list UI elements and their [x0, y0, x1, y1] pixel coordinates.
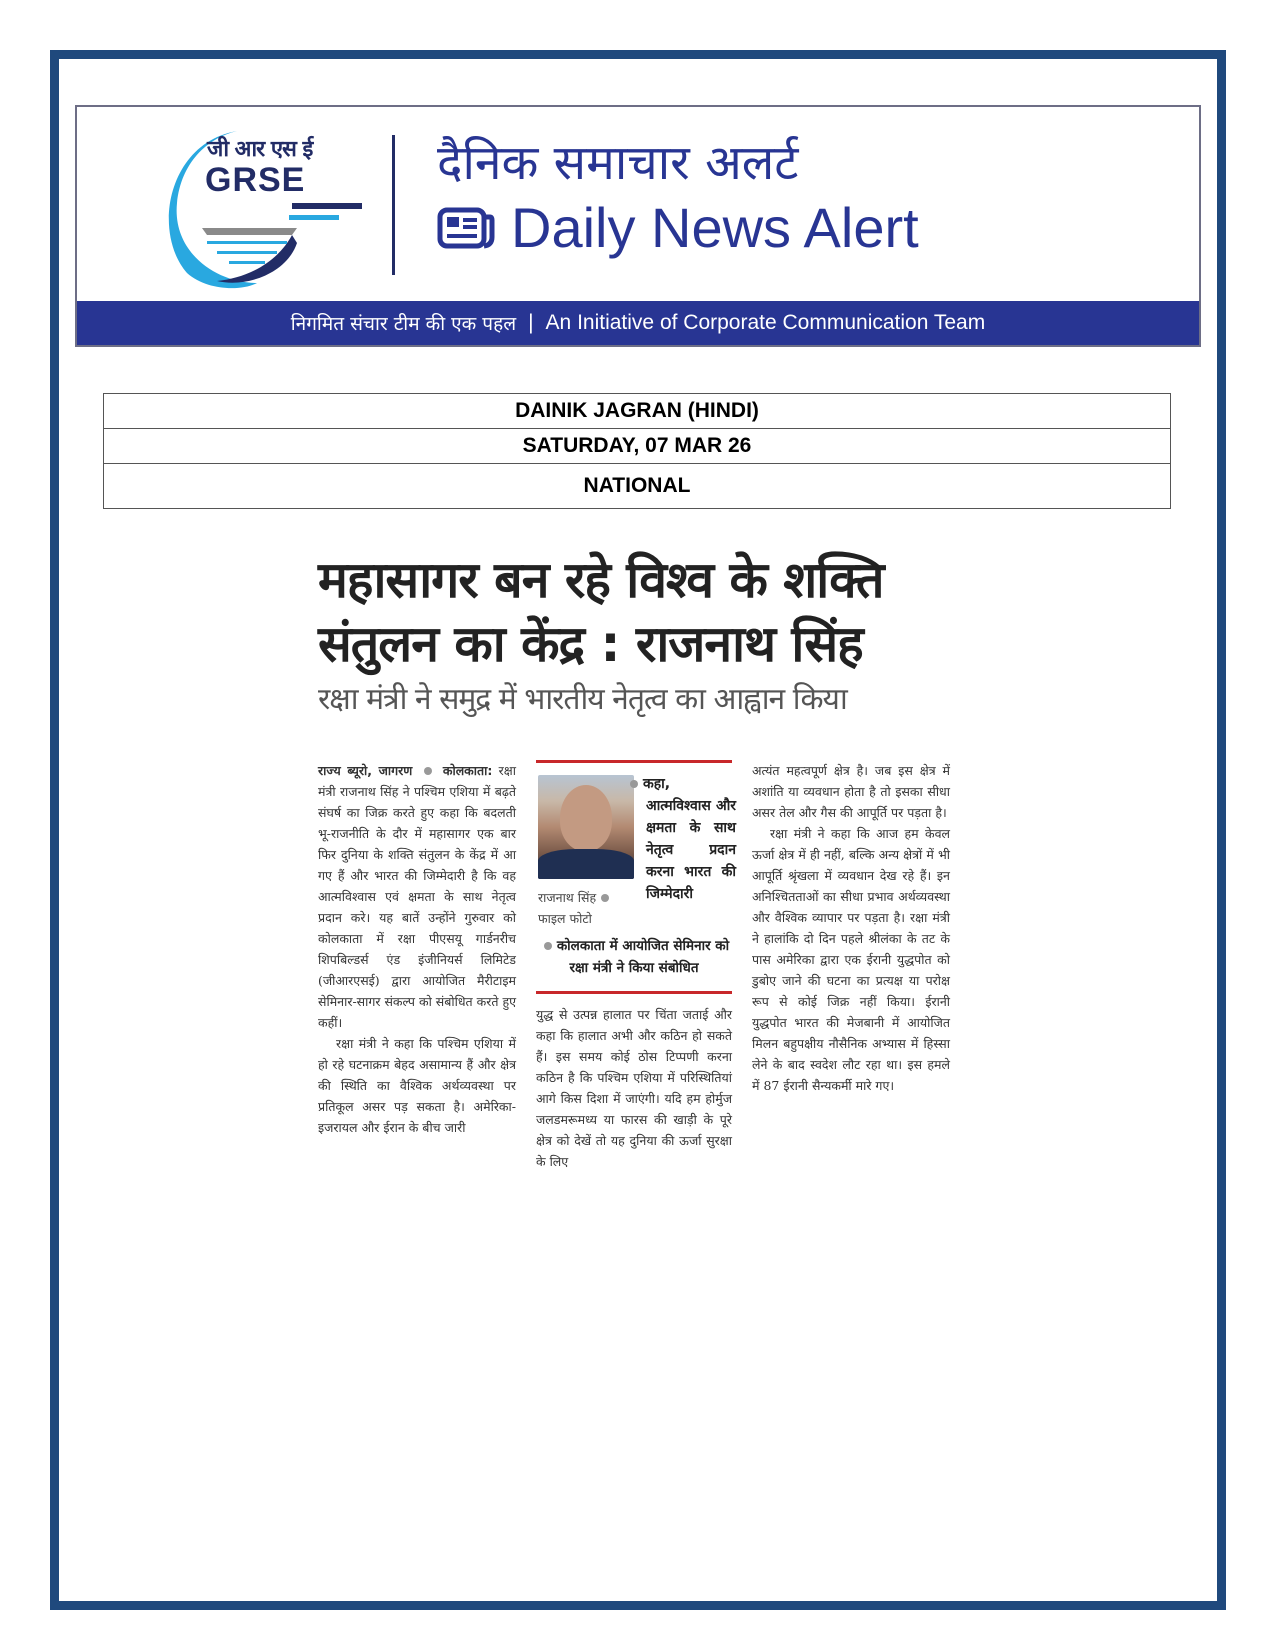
pull-quote-text: कहा, आत्मविश्वास और क्षमता के साथ नेतृत्व प्रदान करना भारत की जिम्मेदारी	[643, 776, 736, 902]
article-body	[318, 760, 958, 1200]
caption-note: फाइल फोटो	[538, 911, 592, 926]
tagline-english: An Initiative of Corporate Communication Team	[545, 311, 986, 334]
article-paragraph: अत्यंत महत्वपूर्ण क्षेत्र है। जब इस क्षेत्र में अशांति या व्यवधान होता है तो इसका सीधा असर तेल और गैस की आपूर्ति पर पड़ता है।	[752, 763, 950, 820]
bullet-icon	[601, 894, 609, 902]
publication-section: NATIONAL	[104, 464, 1171, 509]
logo-english-text: GRSE	[205, 161, 306, 199]
paragraph-text: रक्षा मंत्री राजनाथ सिंह ने पश्चिम एशिया में बढ़ते संघर्ष का जिक्र करते हुए कहा कि बदलती भू-राजनीति के दौर में महासागर एक बार फिर दुनिया के शक्ति संतुलन के केंद्र में आ गए हैं और भारत की जिम्मेदारी है कि वह आत्मविश्वास एवं क्षमता के साथ नेतृत्व प्रदान करे। यह बातें उन्होंने गुरुवार को कोलकाता में रक्षा पीएसयू गार्डनरीच शिपबिल्डर्स एंड इंजीनियर्स लिमिटेड (जीआरएसई) द्वारा आयोजित मैरीटाइम सेमिनार-सागर संकल्प को संबोधित करते हुए कहीं।	[318, 763, 516, 1030]
photo-coat	[538, 849, 634, 879]
bullet-icon	[630, 780, 638, 788]
banner-tagline-strip	[77, 301, 1199, 345]
subheadline: रक्षा मंत्री ने समुद्र में भारतीय नेतृत्व का आह्वान किया	[318, 682, 847, 717]
article-column-3	[752, 760, 950, 1096]
red-rule-bottom	[536, 991, 732, 994]
photo-face	[560, 785, 612, 851]
grse-logo	[147, 123, 377, 293]
rajnath-singh-photo	[538, 775, 634, 879]
article-column-2	[536, 760, 736, 1172]
headline-line-1: महासागर बन रहे विश्व के शक्ति	[318, 551, 884, 609]
dateline-source: राज्य ब्यूरो, जागरण	[318, 763, 413, 778]
logo-hindi-text: जी आर एस ई	[207, 137, 313, 162]
article-column-1	[318, 760, 516, 1138]
highlight-box	[536, 763, 736, 991]
article-paragraph	[318, 760, 516, 1033]
photo-caption	[538, 887, 614, 929]
bullet-icon	[424, 767, 432, 775]
sub-bullet-text: कोलकाता में आयोजित सेमिनार को रक्षा मंत्री ने किया संबोधित	[556, 938, 730, 976]
title-english	[437, 195, 919, 260]
headline-line-2: संतुलन का केंद्र : राजनाथ सिंह	[318, 615, 863, 673]
bullet-icon	[544, 942, 552, 950]
publication-info-table	[103, 393, 1171, 509]
logo-divider	[392, 135, 395, 275]
tagline-hindi: निगमित संचार टीम की एक पहल	[290, 313, 517, 335]
caption-name: राजनाथ सिंह	[538, 890, 597, 905]
publication-date: SATURDAY, 07 MAR 26	[104, 429, 1171, 464]
banner-top	[77, 107, 1199, 301]
header-banner	[75, 105, 1201, 347]
news-clipping	[318, 548, 958, 720]
sub-bullet-point	[536, 935, 732, 979]
article-paragraph: रक्षा मंत्री ने कहा कि पश्चिम एशिया में हो रहे घटनाक्रम बेहद असामान्य हैं और क्षेत्र की स्थिति का वैश्विक अर्थव्यवस्था पर प्रतिकूल असर पड़ सकता है। अमेरिका-इजरायल और ईरान के बीच जारी	[318, 1036, 516, 1135]
publication-name: DAINIK JAGRAN (HINDI)	[104, 394, 1171, 429]
tagline-separator: |	[528, 311, 534, 334]
title-english-text: Daily News Alert	[511, 196, 919, 259]
article-paragraph: युद्ध से उत्पन्न हालात पर चिंता जताई और कहा कि हालात अभी और कठिन हो सकते हैं। इस समय कोई ठोस टिप्पणी करना कठिन है कि पश्चिम एशिया में परिस्थितियां आगे किस दिशा में जाएंगी। यदि हम होर्मुज जलडमरूमध्य या फारस की खाड़ी के पूरे क्षेत्र को देखें तो यह दुनिया की ऊर्जा सुरक्षा के लिए	[536, 1007, 732, 1169]
dateline-place: कोलकाता:	[442, 763, 493, 778]
article-paragraph: रक्षा मंत्री ने कहा कि आज हम केवल ऊर्जा क्षेत्र में ही नहीं, बल्कि अन्य क्षेत्रों में भी आपूर्ति श्रृंखला में व्यवधान देख रहे हैं। इन अनिश्चितताओं का सीधा प्रभाव अर्थव्यवस्था और वैश्विक व्यापार पर पड़ता है। रक्षा मंत्री ने हालांकि दो दिन पहले श्रीलंका के तट के पास अमेरिका द्वारा एक ईरानी युद्धपोत को डुबोए जाने की घटना का प्रत्यक्ष या परोक्ष रूप से कोई जिक्र नहीं किया। ईरानी युद्धपोत भारत की मेजबानी में आयोजित मिलन बहुपक्षीय नौसैनिक अभ्यास में हिस्सा लेने के बाद स्वदेश लौट रहा था। इस हमले में 87 ईरानी सैन्यकर्मी मारे गए।	[752, 826, 950, 1093]
newspaper-icon	[437, 207, 495, 249]
title-hindi: दैनिक समाचार अलर्ट	[437, 135, 799, 191]
pull-quote	[643, 773, 736, 905]
